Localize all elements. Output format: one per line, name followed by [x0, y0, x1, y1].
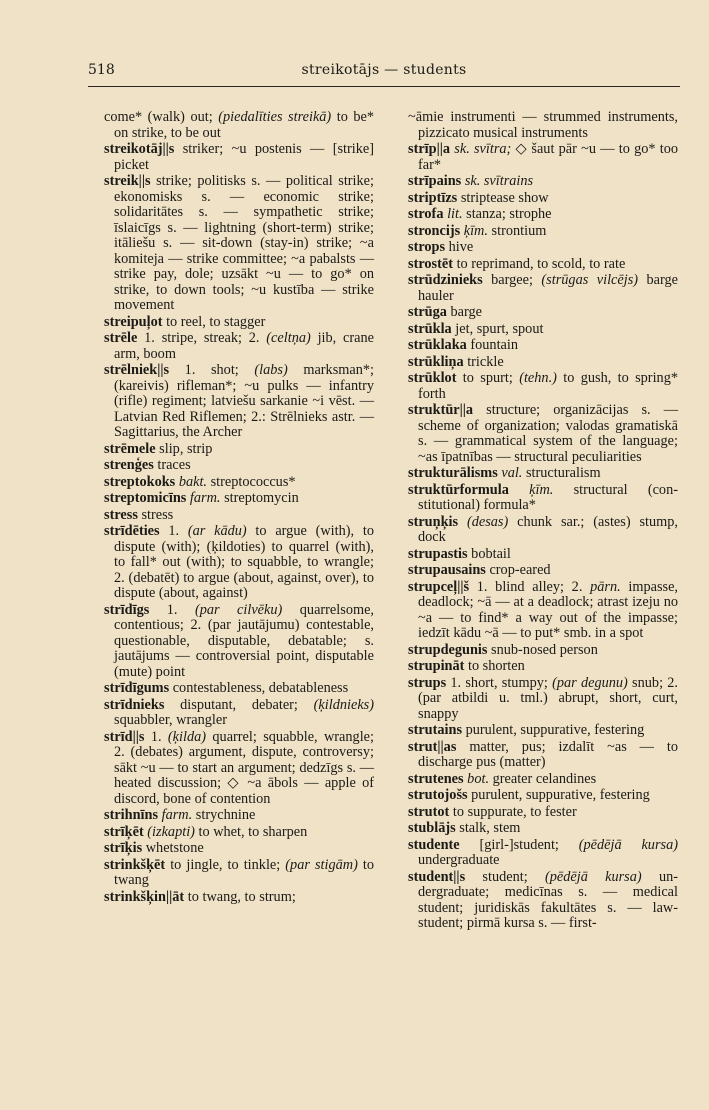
usage-label: (izkapti)	[147, 823, 195, 840]
headword: struktūrformula	[408, 481, 509, 498]
definition-text: strike; politisks s. — political strike; ekonomisks s. — economic strike; solidaritātes s. — sympathetic strike; īslaicīgs s. — lightning (short-term) strike; itāliešu s. — sit-down (stay-in) strike; ~a komiteja — strike committee; ~a pabalsts — strike pay, dole; uzsākt ~u — to go* on strike, to down tools; ~u kustība — strike movement	[114, 173, 374, 313]
headword: student||s	[408, 868, 466, 885]
headword: strupināt	[408, 658, 465, 674]
definition-text: to shorten	[464, 658, 525, 674]
header-rule	[88, 86, 680, 87]
dictionary-entry	[408, 322, 678, 338]
headword: strēmele	[104, 440, 156, 457]
usage-label: (strūgas vilcējs)	[541, 272, 639, 288]
usage-label: ķīm.	[529, 481, 554, 498]
headword: strupceļ||š	[408, 578, 470, 595]
usage-label: (ķildnieks)	[313, 696, 374, 713]
definition-rest: undergraduate; medicīnas s. — medical student; juridiskās fakultātes s. — law-student; pirmā kursa s. — first-	[418, 868, 679, 931]
usage-label: lit.	[447, 206, 463, 222]
definition-text: bargee;	[482, 272, 542, 288]
headword: strīpains	[408, 173, 462, 189]
headword: strupastis	[408, 545, 468, 562]
page-number: 518	[88, 62, 115, 78]
headword: stress	[104, 506, 138, 523]
usage-label: (pēdējā kursa)	[578, 836, 678, 853]
right-column	[408, 110, 678, 933]
definition-rest: to twang	[114, 856, 375, 888]
headword: strupausains	[408, 562, 486, 578]
dictionary-entry	[408, 723, 678, 739]
headword: strīķēt	[104, 823, 144, 840]
headword: struktūr||a	[408, 402, 474, 418]
dictionary-entry	[408, 257, 678, 273]
dictionary-entry	[408, 466, 678, 482]
dictionary-entry	[408, 191, 678, 207]
headword: streikotāj||s	[104, 141, 175, 157]
dictionary-entry	[408, 224, 678, 240]
page-header	[88, 62, 680, 82]
usage-label: sk. svītra;	[454, 141, 512, 157]
definition-rest: to whet, to sharpen	[194, 823, 308, 840]
usage-label: (desas)	[466, 513, 509, 530]
left-column	[104, 110, 374, 906]
definition-text: stress	[137, 506, 174, 523]
definition-rest: to argue (with), to dispute (with); (ķildoties) to quarrel (with), to fall* out (with); to squabble, to wrangle; 2. (debatēt) to argue (about, against, over), to dispute (about, against)	[114, 523, 374, 601]
usage-label: pārn.	[590, 578, 621, 595]
dictionary-entry	[408, 643, 678, 659]
definition-text: barge	[446, 304, 482, 320]
dictionary-entry	[408, 174, 678, 190]
usage-label: (tehn.)	[519, 370, 557, 386]
definition-rest: squabbler, wrangler	[114, 712, 227, 728]
definition-text: ~āmie instrumenti — strummed instruments, pizzicato musical instruments	[408, 109, 678, 141]
dictionary-entry	[104, 458, 374, 474]
headword: strups	[408, 674, 447, 691]
headword: strofa	[408, 206, 444, 222]
headword: strīdnieks	[104, 696, 165, 713]
definition-text: to reel, to stagger	[162, 313, 266, 330]
dictionary-entry	[104, 315, 374, 331]
definition-rest: stanza; strophe	[462, 206, 552, 222]
dictionary-entry	[104, 174, 374, 314]
definition-text: hive	[445, 239, 474, 255]
usage-label: farm.	[189, 490, 221, 506]
definition-text: come* (walk) out;	[104, 109, 219, 125]
definition-rest: greater celandines	[489, 770, 597, 787]
definition-rest: chunk sar.; (astes) stump, dock	[418, 513, 678, 545]
headword: strutains	[408, 722, 463, 738]
definition-rest: quarrelsome, contentious; 2. (par jautājumu) contestable, questionable, disputable, debatable; s. jautājums — controversial point, disputable (mute) point	[114, 601, 375, 680]
definition-text: slip, strip	[155, 440, 213, 457]
headword: strenģes	[104, 457, 154, 473]
dictionary-entry	[104, 841, 374, 857]
definition-text: snub-nosed person	[487, 641, 598, 658]
dictionary-entry	[104, 730, 374, 808]
definition-rest: to gush, to spring* forth	[418, 370, 678, 402]
usage-label: (ķilda)	[167, 728, 207, 745]
headword: strūkliņa	[408, 353, 464, 370]
definition-text: to reprimand, to scold, to rate	[453, 255, 626, 272]
headword: streptomicīns	[104, 490, 187, 506]
dictionary-entry	[408, 483, 678, 514]
definition-text: whetstone	[142, 840, 204, 856]
definition-rest: snub; 2. (par atbildi u. tml.) abrupt, short, curt, snappy	[418, 674, 679, 722]
dictionary-entry	[408, 338, 678, 354]
definition-text: crop-eared	[485, 562, 551, 578]
dictionary-entry	[408, 240, 678, 256]
definition-text: 1. stripe, streak; 2.	[137, 330, 267, 346]
definition-text: 1. shot;	[169, 362, 255, 378]
definition-text	[458, 514, 467, 530]
dictionary-entry	[408, 772, 678, 788]
dictionary-entry	[408, 110, 678, 141]
dictionary-entry	[408, 676, 678, 723]
dictionary-entry	[104, 603, 374, 681]
definition-rest: structural (constitutional) formula*	[418, 481, 678, 513]
usage-label: (par stigām)	[285, 856, 358, 873]
definition-text: student;	[465, 868, 545, 885]
usage-label: (par cilvēku)	[194, 601, 283, 618]
usage-label: (pēdējā kursa)	[544, 868, 642, 885]
definition-rest: undergraduate	[418, 852, 500, 868]
dictionary-entry	[104, 142, 374, 173]
headword: strukturālisms	[408, 465, 498, 481]
usage-label: (ar kādu)	[187, 523, 247, 539]
definition-rest: ◇ šaut pār ~u — to go* too far*	[418, 141, 679, 173]
dictionary-entry	[104, 331, 374, 362]
dictionary-entry	[408, 273, 678, 304]
headword: strūklot	[408, 370, 457, 386]
definition-text: [girl-]student;	[459, 836, 579, 853]
headword: strinkšķēt	[104, 856, 166, 873]
headword: strīdēties	[104, 523, 160, 539]
dictionary-entry	[104, 363, 374, 441]
definition-text: disputant, debater;	[164, 696, 314, 713]
headword: strūga	[408, 304, 447, 320]
dictionary-entry	[408, 563, 678, 579]
headword: strut||as	[408, 738, 457, 755]
headword: strēle	[104, 330, 138, 346]
definition-text: striker; ~u postenis — [strike] picket	[114, 141, 374, 173]
dictionary-entry	[408, 515, 678, 546]
definition-text: 1.	[159, 523, 188, 539]
definition-text: 1. blind alley; 2.	[469, 578, 591, 595]
definition-text: fountain	[466, 337, 519, 353]
definition-rest: strychnine	[192, 807, 256, 823]
headword: strihnīns	[104, 807, 159, 823]
headword: strostēt	[408, 255, 453, 272]
dictionary-entry	[104, 808, 374, 824]
usage-label: (celtņa)	[266, 330, 311, 346]
headword: striptīzs	[408, 189, 458, 206]
dictionary-entry	[104, 110, 374, 141]
definition-text	[509, 482, 529, 498]
definition-rest: streptococcus*	[207, 473, 296, 490]
dictionary-entry	[408, 580, 678, 642]
dictionary-entry	[408, 870, 678, 932]
usage-label: ķīm.	[463, 222, 488, 239]
definition-rest: jib, crane arm, boom	[114, 330, 375, 362]
dictionary-entry	[408, 403, 678, 465]
usage-label: bot.	[467, 770, 490, 787]
definition-rest: to be* on strike, to be out	[114, 109, 374, 141]
dictionary-entry	[104, 825, 374, 841]
dictionary-entry	[408, 659, 678, 675]
headword: streipuļot	[104, 313, 163, 330]
definition-text: 1.	[144, 728, 168, 745]
dictionary-entry	[408, 788, 678, 804]
definition-rest: structuralism	[522, 465, 601, 481]
dictionary-entry	[104, 858, 374, 889]
definition-text: structure; organizācijas s. — scheme of organization; valodas gramatiskā s. — grammatical system of the language; ~as īpatnības — structural peculiarities	[418, 402, 678, 465]
dictionary-entry	[408, 207, 678, 223]
headword: strīķis	[104, 840, 143, 856]
dictionary-entry	[104, 491, 374, 507]
usage-label: sk. svītrains	[464, 173, 534, 189]
dictionary-entry	[104, 524, 374, 602]
usage-label: (piedalīties streikā)	[218, 109, 332, 125]
headword: strutojošs	[408, 787, 468, 803]
dictionary-entry	[408, 371, 678, 402]
dictionary-entry	[104, 698, 374, 729]
definition-text: stalk, stem	[455, 820, 521, 836]
headword: strops	[408, 239, 446, 255]
definition-rest: streptomycin	[220, 490, 299, 506]
running-head: streikotājs — students	[301, 62, 467, 78]
dictionary-entry	[408, 142, 678, 173]
dictionary-entry	[408, 547, 678, 563]
headword: strūkla	[408, 320, 452, 337]
dictionary-entry	[408, 805, 678, 821]
dictionary-entry	[104, 890, 374, 906]
definition-text: to jingle, to tinkle;	[165, 856, 286, 873]
usage-label: farm.	[161, 807, 193, 823]
headword: streik||s	[104, 173, 151, 189]
usage-label: (labs)	[254, 362, 288, 378]
definition-text: bobtail	[467, 545, 511, 562]
headword: stublājs	[408, 820, 456, 836]
headword: strīp||a	[408, 141, 451, 157]
usage-label: bakt.	[178, 473, 208, 490]
headword: strutot	[408, 803, 450, 820]
dictionary-entry	[104, 508, 374, 524]
headword: strupdegunis	[408, 641, 488, 658]
definition-text: jet, spurt, spout	[451, 320, 544, 337]
definition-text: 1.	[149, 601, 195, 618]
definition-text: matter, pus; izdalīt ~as — to discharge pus (matter)	[418, 738, 678, 770]
definition-text: trickle	[463, 353, 504, 370]
definition-text: 1. short, stumpy;	[446, 674, 553, 691]
headword: strinkšķin||āt	[104, 888, 185, 905]
usage-label: (par degunu)	[552, 674, 628, 691]
headword: strūklaka	[408, 337, 467, 353]
definition-text: traces	[153, 457, 191, 473]
headword: strīd||s	[104, 728, 145, 745]
headword: strutenes	[408, 770, 464, 787]
usage-label: val.	[501, 465, 523, 481]
dictionary-entry	[408, 305, 678, 321]
headword: strēlniek||s	[104, 362, 170, 378]
headword: strīdīgums	[104, 680, 170, 696]
headword: studente	[408, 836, 460, 853]
definition-text: to suppurate, to fester	[449, 803, 577, 820]
definition-rest: quarrel; squabble, wrangle; 2. (debates) argument, dispute, controversy; sākt ~u — to start an argument; dedzīgs s. — heated discussion; ◇ ~a ābols — apple of discord, bone of contention	[114, 728, 374, 807]
headword: stroncijs	[408, 222, 461, 239]
dictionary-entry	[408, 740, 678, 771]
definition-rest: barge hauler	[418, 272, 678, 304]
headword: struņķis	[408, 513, 459, 530]
definition-text: purulent, suppurative, festering	[467, 787, 650, 803]
headword: strīdīgs	[104, 601, 150, 618]
definition-rest: strontium	[487, 222, 547, 239]
definition-text: purulent, suppurative, festering	[462, 722, 645, 738]
dictionary-entry	[408, 355, 678, 371]
dictionary-entry	[408, 838, 678, 869]
definition-text: to spurt;	[456, 370, 520, 386]
dictionary-entry	[408, 821, 678, 837]
definition-text: contestableness, debatableness	[169, 680, 349, 696]
definition-rest: impasse, deadlock; ~ā — at a deadlock; atrast izeju no ~a — to find* a way out of the impasse; iedzīt kādu ~ā — to put* smb. in a spot	[418, 578, 678, 641]
dictionary-entry	[104, 442, 374, 458]
definition-rest: marksman*; (kareivis) rifleman*; ~u pulks — infantry (rifle) regiment; latviešu sarkanie ~i vēst. — Latvian Red Riflemen; 2.: Strēlnieks astr. — Sagittarius, the Archer	[114, 362, 374, 440]
definition-text: striptease show	[457, 189, 549, 206]
headword: streptokoks	[104, 473, 176, 490]
dictionary-entry	[104, 475, 374, 491]
headword: strūdzinieks	[408, 272, 483, 288]
dictionary-entry	[104, 681, 374, 697]
definition-text: to twang, to strum;	[184, 888, 296, 905]
